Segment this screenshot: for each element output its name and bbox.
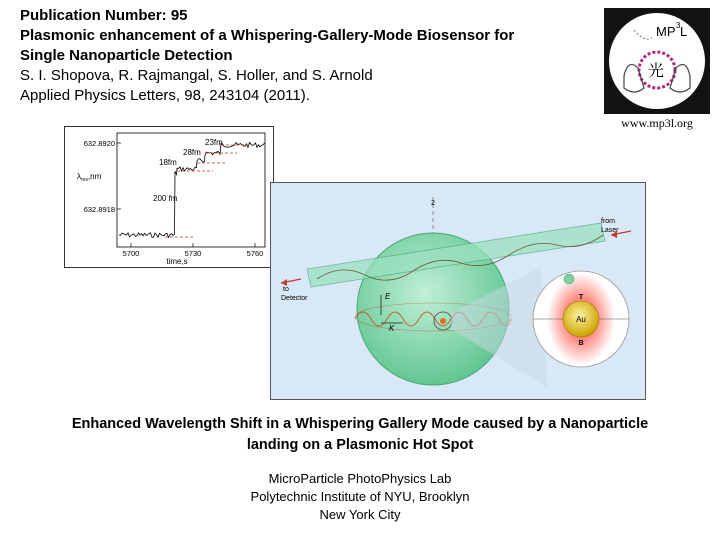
z-axis-label: z: [431, 198, 435, 207]
whispering-gallery-diagram: [270, 182, 646, 400]
adsorbed-particle: [564, 274, 574, 284]
paper-title-line-2: Single Nanoparticle Detection: [20, 47, 233, 64]
lab-url: www.mp3l.org: [621, 116, 693, 130]
step-23fm-label: 23fm: [205, 138, 223, 147]
journal-citation: Applied Physics Letters, 98, 243104 (2011).: [20, 87, 310, 104]
step-28fm-label: 28fm: [183, 148, 201, 157]
publication-number: Publication Number: 95: [20, 7, 188, 24]
k-vector-label: K: [389, 324, 395, 333]
city-name: New York City: [319, 507, 401, 522]
figure-caption: [20, 414, 700, 456]
logo-text-mp: MP: [656, 24, 676, 39]
x-tick-5730: 5730: [184, 249, 202, 258]
logo-letter-l: L: [680, 24, 688, 39]
paper-title-line-1: Plasmonic enhancement of a Whispering-Gallery-Mode Biosensor for: [20, 27, 515, 44]
y-tick-top: 632.8920: [83, 139, 115, 148]
x-tick-5700: 5700: [122, 249, 140, 258]
logo-superscript: 3: [676, 21, 681, 30]
lab-affiliation: [20, 470, 700, 524]
au-label: Au: [576, 315, 586, 324]
institute-name: Polytechnic Institute of NYU, Brooklyn: [250, 489, 470, 504]
authors: S. I. Shopova, R. Rajmangal, S. Holler, and S. Arnold: [20, 67, 373, 84]
y-axis-label: $\lambda_{res},nm$: [77, 172, 102, 183]
whispering-gallery-diagram-svg: [271, 183, 645, 399]
step-18fm-label: 18fm: [159, 158, 177, 167]
lab-logo-art: [604, 8, 710, 114]
bottom-label: B: [578, 340, 584, 347]
caption-line-1: Enhanced Wavelength Shift in a Whispering Gallery Mode caused by a Nanoparticle: [71, 416, 649, 432]
x-tick-5760: 5760: [246, 249, 264, 258]
logo-glyph: 光: [648, 63, 665, 80]
wavelength-shift-plot-svg: [65, 127, 273, 267]
top-label: T: [578, 294, 584, 301]
nanoparticle-dot: [440, 318, 446, 324]
lab-logo: [604, 8, 710, 114]
publication-header: [20, 6, 580, 106]
to-detector-label-1: to: [283, 286, 289, 293]
caption-line-2: landing on a Plasmonic Hot Spot: [246, 437, 474, 453]
x-axis-label: time,s: [166, 257, 188, 266]
to-detector-label-2: Detector: [281, 295, 308, 302]
from-laser-label-2: Laser: [601, 227, 619, 234]
wavelength-shift-plot: [64, 126, 274, 268]
from-laser-label-1: from: [601, 218, 615, 225]
step-200fm-label: 200 fm: [153, 194, 178, 203]
y-tick-bottom: 632.8918: [83, 205, 115, 214]
e-field-label: E: [385, 292, 391, 301]
lab-name: MicroParticle PhotoPhysics Lab: [268, 471, 452, 486]
